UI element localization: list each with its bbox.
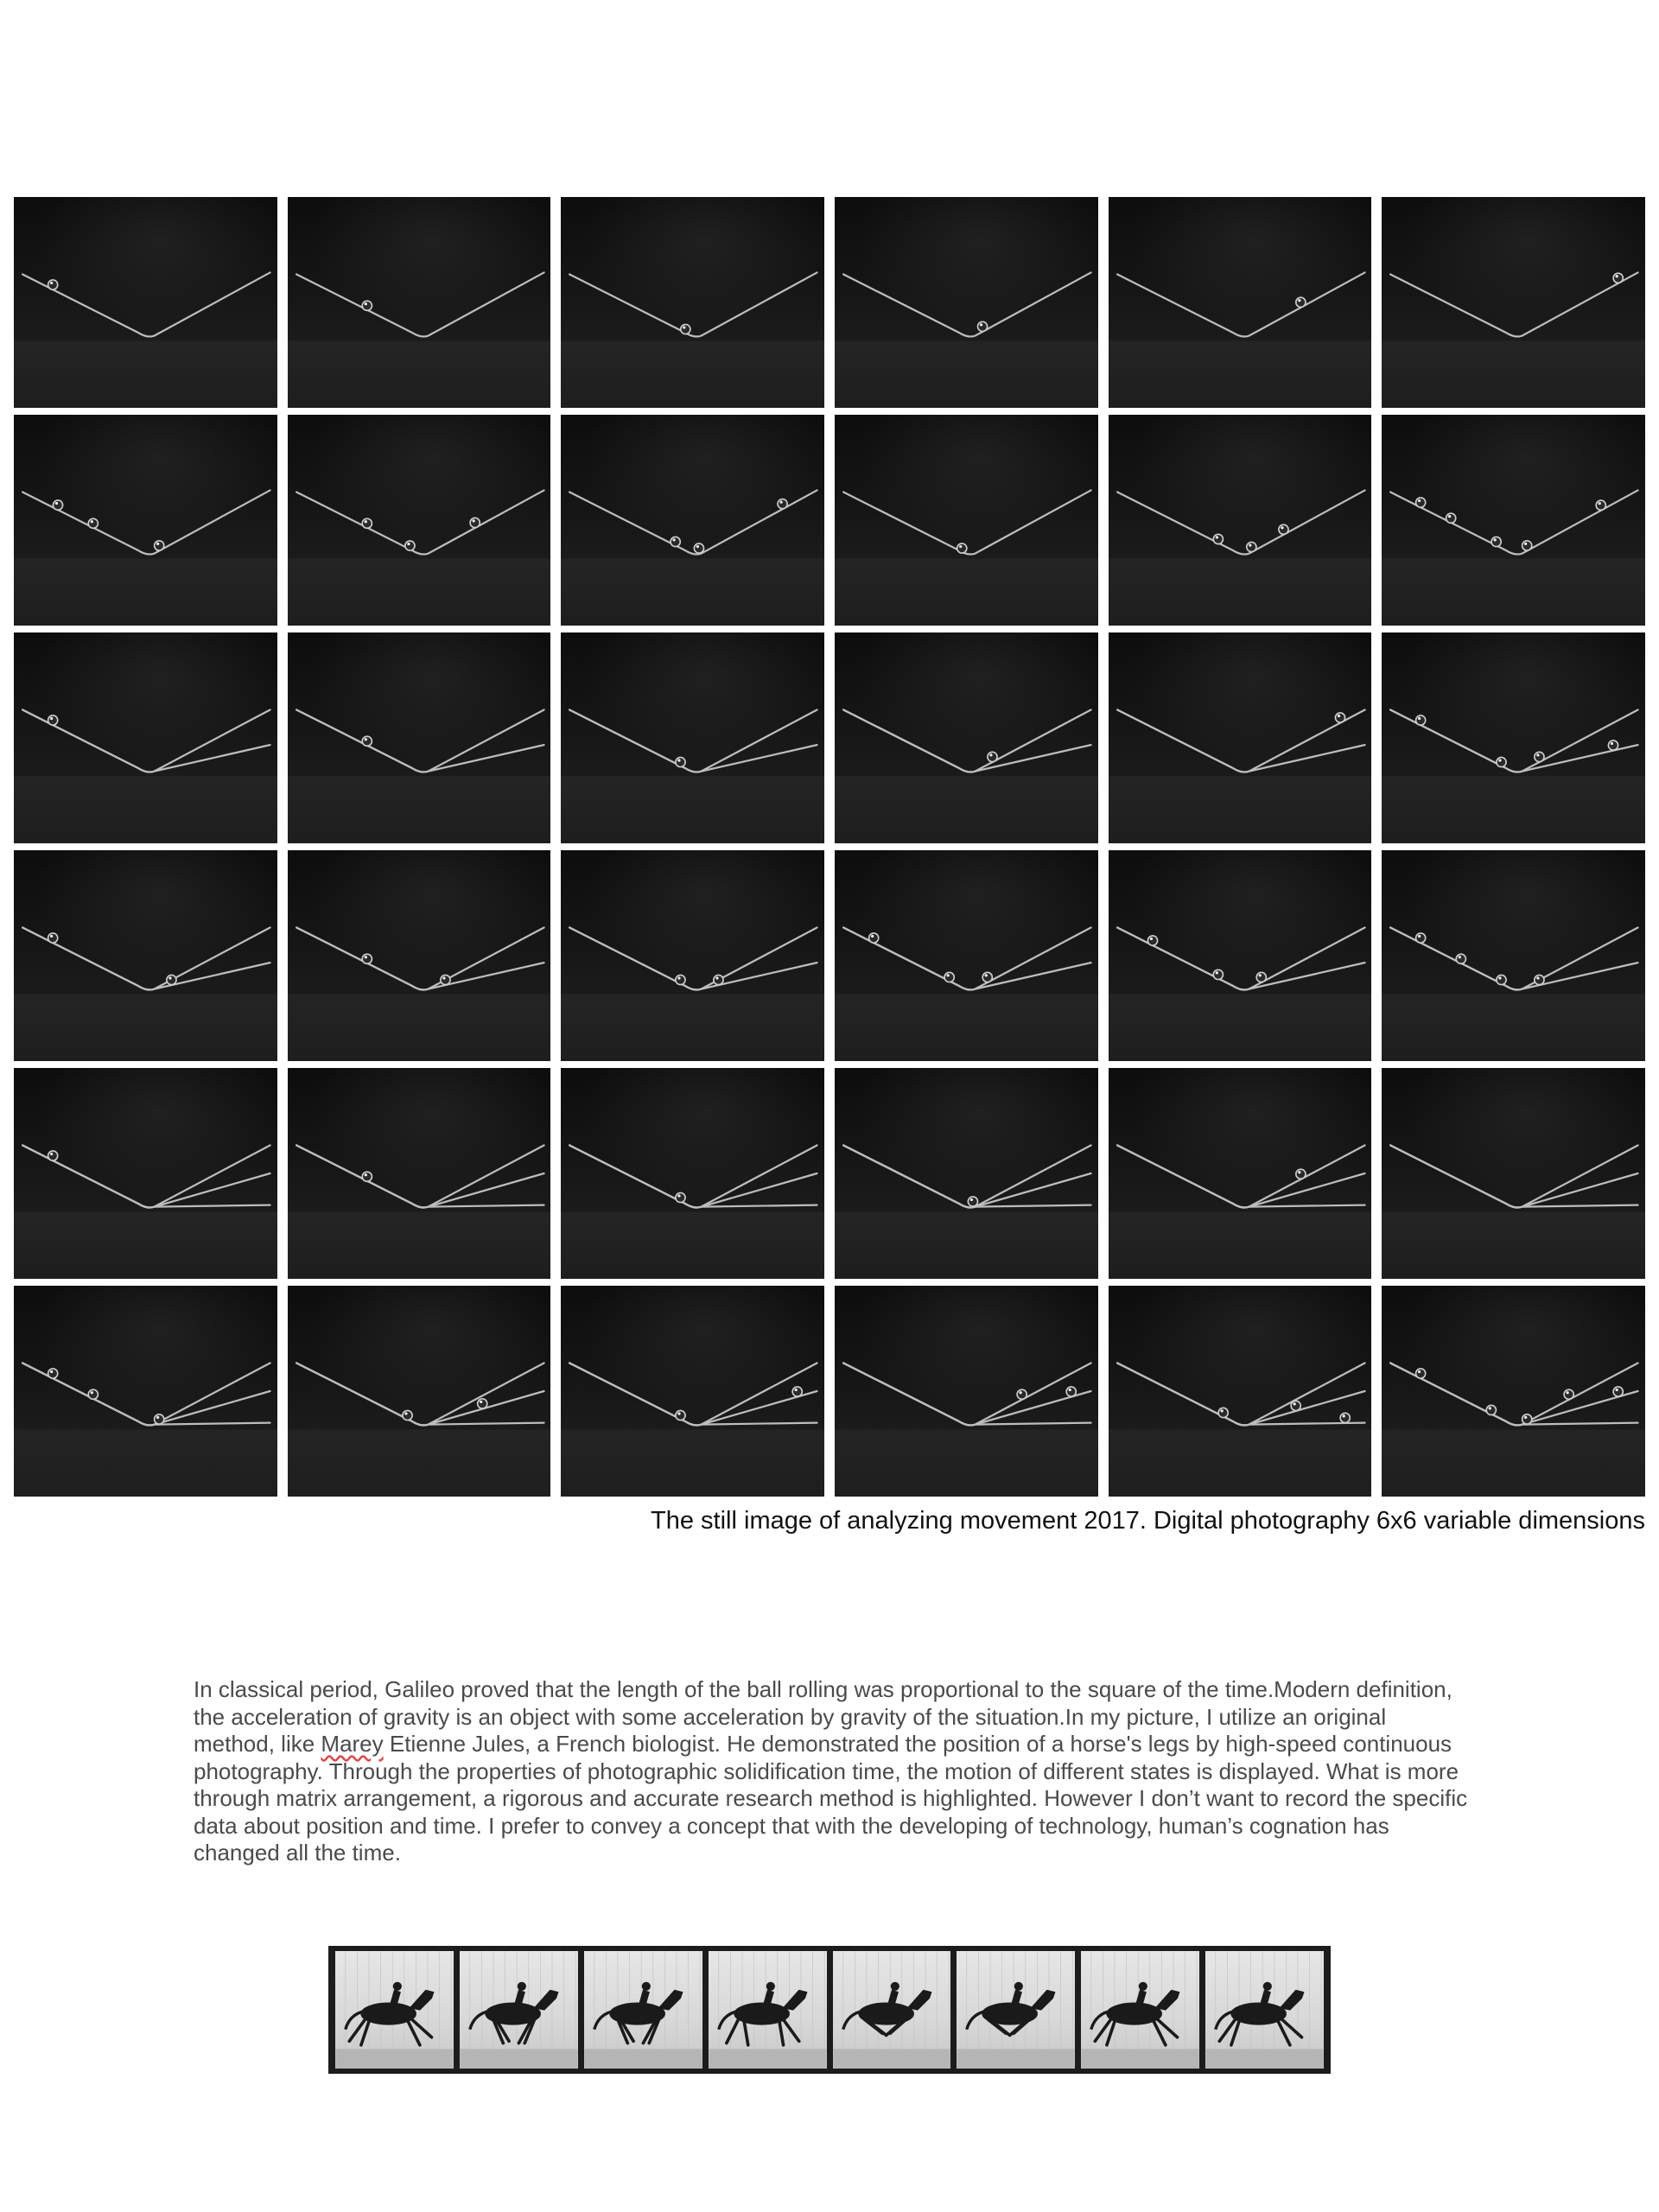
rail-track-1 (296, 709, 543, 772)
rolling-ball (982, 972, 992, 982)
ramp-scene (1109, 197, 1372, 408)
rail-track-1 (1117, 272, 1364, 336)
motion-photo-r5c2 (288, 1068, 551, 1279)
ramp-scene (561, 1068, 824, 1279)
rail-track-3 (843, 1363, 1090, 1425)
rail-track-2 (1117, 1363, 1364, 1425)
horse-silhouette (346, 1982, 434, 2045)
rail-track-1 (22, 272, 270, 336)
rolling-ball (1535, 975, 1544, 984)
rolling-ball (676, 1192, 685, 1202)
motion-photo-r2c6 (1382, 415, 1645, 626)
ramp-scene (835, 1068, 1098, 1279)
rolling-ball (714, 975, 723, 984)
rail-track-2 (22, 709, 270, 772)
rolling-ball (53, 500, 62, 510)
motion-photo-r5c6 (1382, 1068, 1645, 1279)
ramp-scene (288, 632, 551, 843)
rail-track-2 (22, 1145, 270, 1207)
rail-track-1 (22, 1145, 270, 1207)
rolling-ball (167, 975, 176, 984)
ramp-scene (561, 415, 824, 626)
ramp-scene (1109, 1068, 1372, 1279)
rolling-ball (155, 1414, 164, 1424)
motion-photo-r6c1 (14, 1286, 277, 1497)
rolling-ball (362, 954, 372, 963)
horse-silhouette (967, 1982, 1055, 2035)
rolling-ball (155, 541, 164, 550)
rolling-ball (362, 301, 372, 310)
motion-photo-r2c4 (835, 415, 1098, 626)
ramp-scene (1382, 415, 1645, 626)
rolling-ball (88, 1389, 98, 1399)
rail-track-1 (569, 927, 817, 989)
horse-frame-3 (584, 1951, 702, 2069)
rail-track-3 (569, 1145, 817, 1207)
rail-track-1 (296, 1145, 543, 1207)
rail-track-1 (22, 1363, 270, 1425)
rolling-ball (676, 1410, 685, 1420)
rail-track-2 (569, 1145, 817, 1207)
horse-silhouette (470, 1982, 558, 2043)
rolling-ball (1295, 297, 1305, 307)
rolling-ball (1497, 757, 1506, 766)
rail-track-2 (1117, 709, 1364, 772)
rail-track-1 (1390, 1363, 1637, 1425)
rolling-ball (1256, 972, 1266, 982)
ramp-scene (1382, 850, 1645, 1061)
rail-track-1 (1117, 1145, 1364, 1207)
statement-marked-word: Marey (321, 1731, 384, 1757)
rail-track-3 (843, 1145, 1090, 1207)
rolling-ball (1416, 933, 1426, 943)
motion-photo-r2c1 (14, 415, 277, 626)
ramp-scene (835, 632, 1098, 843)
rolling-ball (48, 715, 58, 725)
ramp-scene (1382, 197, 1645, 408)
motion-photo-r5c4 (835, 1068, 1098, 1279)
rail-track-2 (296, 927, 543, 989)
rail-track-1 (1117, 490, 1364, 554)
rail-track-1 (843, 272, 1090, 336)
ramp-scene (14, 415, 277, 626)
rail-track-1 (1117, 709, 1364, 772)
ramp-scene (561, 850, 824, 1061)
ramp-scene (1109, 632, 1372, 843)
rolling-ball (1213, 534, 1223, 543)
rolling-ball (869, 933, 879, 943)
rolling-ball (968, 1197, 977, 1206)
rolling-ball (1446, 513, 1456, 523)
horse-silhouette (1216, 1982, 1304, 2045)
rolling-ball (1457, 954, 1466, 963)
ramp-scene (288, 850, 551, 1061)
horse-frame-7 (1081, 1951, 1199, 2069)
rolling-ball (695, 543, 704, 553)
ramp-scene (561, 197, 824, 408)
ramp-scene (561, 632, 824, 843)
rolling-ball (1278, 524, 1287, 534)
ramp-scene (1382, 1286, 1645, 1497)
ramp-scene (14, 850, 277, 1061)
rail-track-1 (569, 272, 817, 336)
ramp-scene (288, 415, 551, 626)
rail-track-2 (569, 1363, 817, 1425)
rolling-ball (1487, 1405, 1497, 1414)
rail-track-2 (22, 927, 270, 989)
artist-statement (194, 1676, 1472, 1867)
rolling-ball (1017, 1389, 1027, 1399)
rail-track-3 (1390, 1363, 1637, 1425)
ramp-scene (288, 1068, 551, 1279)
statement-text-part2: Etienne Jules, a French biologist. He demonstrated the position of a horse's legs by high-speed continuous photography. Through the properties of photographic solidification time, the motion of different states is displayed. What is more through matrix arrangement, a rigorous and accurate research method is highlighted. However I don’t want to record the specific data about position and time. I prefer to convey a concept that with the developing of technology, human’s cognation has changed all the time. (194, 1731, 1468, 1866)
rolling-ball (48, 280, 58, 289)
ramp-scene (1109, 850, 1372, 1061)
motion-photo-r4c5 (1109, 850, 1372, 1061)
rolling-ball (1291, 1401, 1300, 1410)
rail-track-1 (1117, 1363, 1364, 1425)
rail-track-3 (569, 1363, 817, 1425)
rail-track-3 (296, 1145, 543, 1207)
rolling-ball (1218, 1408, 1228, 1417)
rail-track-2 (296, 709, 543, 772)
rolling-ball (1295, 1169, 1305, 1179)
motion-photo-r1c5 (1109, 197, 1372, 408)
ramp-scene (14, 197, 277, 408)
rolling-ball (48, 1151, 58, 1160)
artwork-caption: The still image of analyzing movement 2017. Digital photography 6x6 variable dimensions (651, 1507, 1645, 1535)
ramp-scene (14, 1286, 277, 1497)
ramp-scene (835, 850, 1098, 1061)
rolling-ball (88, 518, 98, 528)
ramp-scene (14, 1068, 277, 1279)
rail-track-1 (843, 1145, 1090, 1207)
rail-track-2 (843, 1145, 1090, 1207)
rail-track-1 (569, 709, 817, 772)
rail-track-1 (843, 709, 1090, 772)
motion-photo-r5c1 (14, 1068, 277, 1279)
motion-photo-r3c5 (1109, 632, 1372, 843)
rolling-ball (48, 933, 58, 943)
motion-photo-r4c4 (835, 850, 1098, 1061)
rolling-ball (977, 321, 987, 331)
horse-frame-8 (1205, 1951, 1324, 2069)
motion-photo-r5c3 (561, 1068, 824, 1279)
rolling-ball (1416, 498, 1426, 507)
rail-track-1 (22, 927, 270, 989)
rail-track-1 (296, 490, 543, 554)
motion-photo-r1c4 (835, 197, 1098, 408)
rolling-ball (470, 518, 480, 527)
motion-photo-r1c1 (14, 197, 277, 408)
rolling-ball (362, 1172, 372, 1181)
rolling-ball (1613, 273, 1623, 283)
rail-track-1 (296, 272, 543, 336)
statement-text-part1: In classical period, Galileo proved that the length of the ball rolling was proportional to the square of the time.Modern definition, the acceleration of gravity is an object with some acceleration by gravity of the situation.In my picture, I utilize an original method, like (194, 1676, 1452, 1757)
muybridge-horse-strip (328, 1946, 1331, 2074)
rolling-ball (957, 543, 967, 553)
rail-track-3 (22, 1145, 270, 1207)
rail-track-3 (1390, 1145, 1637, 1207)
horse-frame-6 (957, 1951, 1075, 2069)
horse-silhouette (842, 1982, 931, 2035)
motion-photo-r4c3 (561, 850, 824, 1061)
motion-photo-r3c3 (561, 632, 824, 843)
rail-track-1 (296, 927, 543, 989)
horse-silhouette (718, 1982, 806, 2045)
photo-grid (14, 197, 1645, 1497)
motion-photo-r1c2 (288, 197, 551, 408)
horse-frame-5 (833, 1951, 951, 2069)
motion-photo-r4c6 (1382, 850, 1645, 1061)
horse-silhouette (1091, 1982, 1179, 2045)
ramp-scene (1109, 415, 1372, 626)
rolling-ball (988, 752, 997, 761)
horse-frame-1 (335, 1951, 454, 2069)
rail-track-2 (296, 1363, 543, 1425)
rolling-ball (404, 541, 414, 550)
rail-track-3 (22, 1363, 270, 1425)
rail-track-1 (843, 927, 1090, 989)
rail-track-2 (843, 709, 1090, 772)
rail-track-2 (1390, 1145, 1637, 1207)
rail-track-2 (296, 1145, 543, 1207)
rail-track-1 (1390, 1145, 1637, 1207)
rolling-ball (477, 1399, 486, 1408)
motion-photo-r2c3 (561, 415, 824, 626)
rail-track-1 (569, 1145, 817, 1207)
rolling-ball (1416, 1369, 1426, 1378)
rolling-ball (441, 975, 450, 984)
rolling-ball (1340, 1413, 1350, 1422)
motion-photo-r3c4 (835, 632, 1098, 843)
ramp-scene (288, 1286, 551, 1497)
rail-track-1 (569, 1363, 817, 1425)
rolling-ball (1416, 715, 1426, 725)
rolling-ball (1535, 752, 1544, 761)
rail-track-2 (843, 927, 1090, 989)
rolling-ball (1213, 969, 1223, 979)
rail-track-3 (296, 1363, 543, 1425)
rolling-ball (1246, 542, 1255, 551)
rolling-ball (1522, 1414, 1532, 1424)
ramp-scene (288, 197, 551, 408)
motion-photo-r2c2 (288, 415, 551, 626)
ramp-scene (835, 1286, 1098, 1497)
rolling-ball (1335, 713, 1344, 722)
motion-photo-r6c6 (1382, 1286, 1645, 1497)
rolling-ball (362, 518, 372, 528)
rolling-ball (778, 499, 787, 509)
ramp-scene (835, 197, 1098, 408)
rolling-ball (1522, 541, 1532, 550)
rolling-ball (48, 1369, 58, 1378)
ramp-scene (14, 632, 277, 843)
rolling-ball (676, 975, 685, 984)
rolling-ball (403, 1410, 412, 1420)
horse-silhouette (594, 1982, 683, 2043)
rolling-ball (1491, 537, 1501, 546)
rolling-ball (792, 1387, 802, 1396)
rail-track-2 (1390, 709, 1637, 772)
rail-track-2 (569, 927, 817, 989)
motion-photo-r2c5 (1109, 415, 1372, 626)
rolling-ball (1497, 975, 1506, 984)
rolling-ball (671, 537, 680, 546)
ramp-scene (835, 415, 1098, 626)
rail-track-1 (1390, 272, 1637, 336)
rail-track-2 (843, 1363, 1090, 1425)
rail-track-2 (1390, 927, 1637, 989)
motion-photo-r4c1 (14, 850, 277, 1061)
rolling-ball (1147, 936, 1157, 945)
rolling-ball (1564, 1389, 1573, 1399)
horse-frame-4 (709, 1951, 827, 2069)
rolling-ball (1609, 741, 1618, 750)
ramp-scene (1382, 632, 1645, 843)
motion-photo-r1c3 (561, 197, 824, 408)
horse-frame-2 (460, 1951, 578, 2069)
rolling-ball (362, 736, 372, 746)
rail-track-2 (569, 709, 817, 772)
motion-photo-r3c6 (1382, 632, 1645, 843)
rolling-ball (1613, 1387, 1623, 1396)
rail-track-2 (1117, 1145, 1364, 1207)
motion-photo-r6c4 (835, 1286, 1098, 1497)
rolling-ball (681, 324, 690, 334)
rolling-ball (1596, 500, 1605, 510)
rail-track-1 (843, 1363, 1090, 1425)
motion-photo-r6c3 (561, 1286, 824, 1497)
rolling-ball (944, 972, 954, 982)
motion-photo-r5c5 (1109, 1068, 1372, 1279)
ramp-scene (561, 1286, 824, 1497)
rail-track-1 (843, 490, 1090, 554)
rolling-ball (676, 757, 685, 766)
motion-photo-r6c5 (1109, 1286, 1372, 1497)
rail-track-1 (1390, 927, 1637, 989)
rail-track-1 (296, 1363, 543, 1425)
motion-photo-r6c2 (288, 1286, 551, 1497)
motion-photo-r3c2 (288, 632, 551, 843)
rail-track-2 (1390, 1363, 1637, 1425)
rolling-ball (1066, 1387, 1076, 1396)
rail-track-1 (1390, 709, 1637, 772)
rail-track-3 (1117, 1363, 1364, 1425)
ramp-scene (1382, 1068, 1645, 1279)
motion-photo-r1c6 (1382, 197, 1645, 408)
rail-track-3 (1117, 1145, 1364, 1207)
rail-track-1 (22, 709, 270, 772)
motion-photo-r3c1 (14, 632, 277, 843)
motion-photo-r4c2 (288, 850, 551, 1061)
rail-track-2 (22, 1363, 270, 1425)
ramp-scene (1109, 1286, 1372, 1497)
